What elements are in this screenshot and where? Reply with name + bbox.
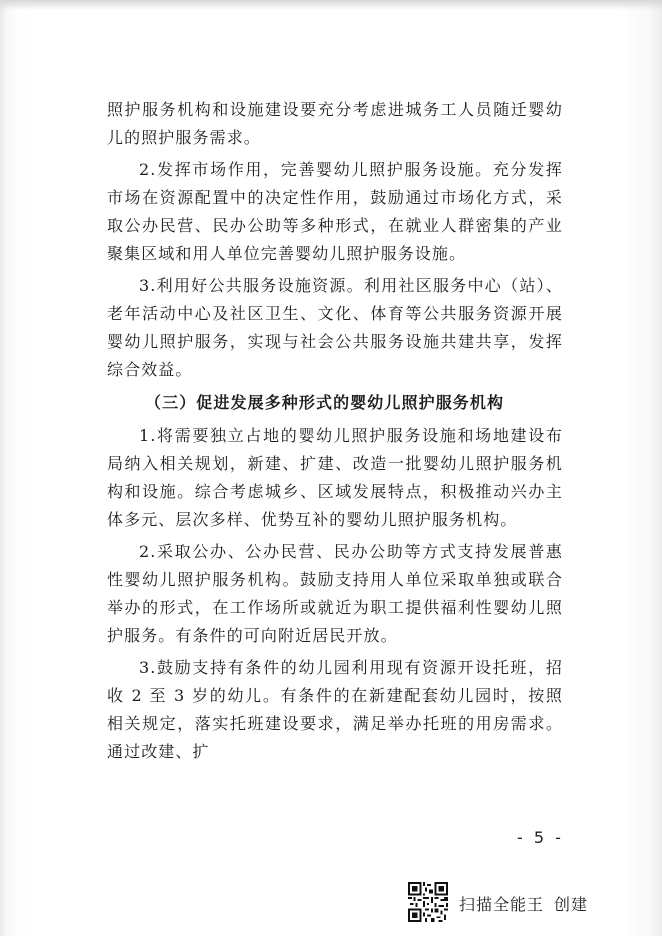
document-body (107, 96, 563, 770)
page-number: - 5 - (517, 828, 564, 847)
paragraph-public-facilities: 3.利用好公共服务设施资源。利用社区服务中心（站）、老年活动中心及社区卫生、文化、体育等公共服务资源开展婴幼儿照护服务，实现与社会公共服务设施共建共享，发挥综合效益。 (107, 276, 563, 379)
paragraph-kindergarten: 3.鼓励支持有条件的幼儿园利用现有资源开设托班，招收 2 至 3 岁的幼儿。有条件的在新建配套幼儿园时，按照相关规定，落实托班建设要求，满足举办托班的用房需求。通过改建、扩 (107, 658, 563, 761)
watermark-app-name: 扫描全能王 (459, 895, 545, 914)
paragraph-public-private: 2.采取公办、公办民营、民办公助等方式支持发展普惠性婴幼儿照护服务机构。鼓励支持用人单位采取单独或联合举办的形式，在工作场所或就近为职工提供福利性婴幼儿照护服务。有条件的可向附近居民开放。 (107, 542, 563, 645)
paragraph-market-role: 2.发挥市场作用，完善婴幼儿照护服务设施。充分发挥市场在资源配置中的决定性作用，鼓励通过市场化方式，采取公办民营、民办公助等多种形式，在就业人群密集的产业聚集区域和用人单位完善婴幼儿照护服务设施。 (107, 160, 563, 263)
qr-code-icon (408, 882, 448, 922)
section-heading: （三）促进发展多种形式的婴幼儿照护服务机构 (145, 393, 505, 412)
watermark-action: 创建 (554, 895, 589, 914)
paragraph-planning: 1.将需要独立占地的婴幼儿照护服务设施和场地建设布局纳入相关规划，新建、扩建、改造一批婴幼儿照护服务机构和设施。综合考虑城乡、区域发展特点，积极推动兴办主体多元、层次多样、优势互补的婴幼儿照护服务机构。 (107, 426, 563, 529)
paragraph-continued: 照护服务机构和设施建设要充分考虑进城务工人员随迁婴幼儿的照护服务需求。 (107, 100, 563, 147)
scanner-watermark (459, 892, 588, 915)
page-edge-shadow (0, 0, 662, 10)
